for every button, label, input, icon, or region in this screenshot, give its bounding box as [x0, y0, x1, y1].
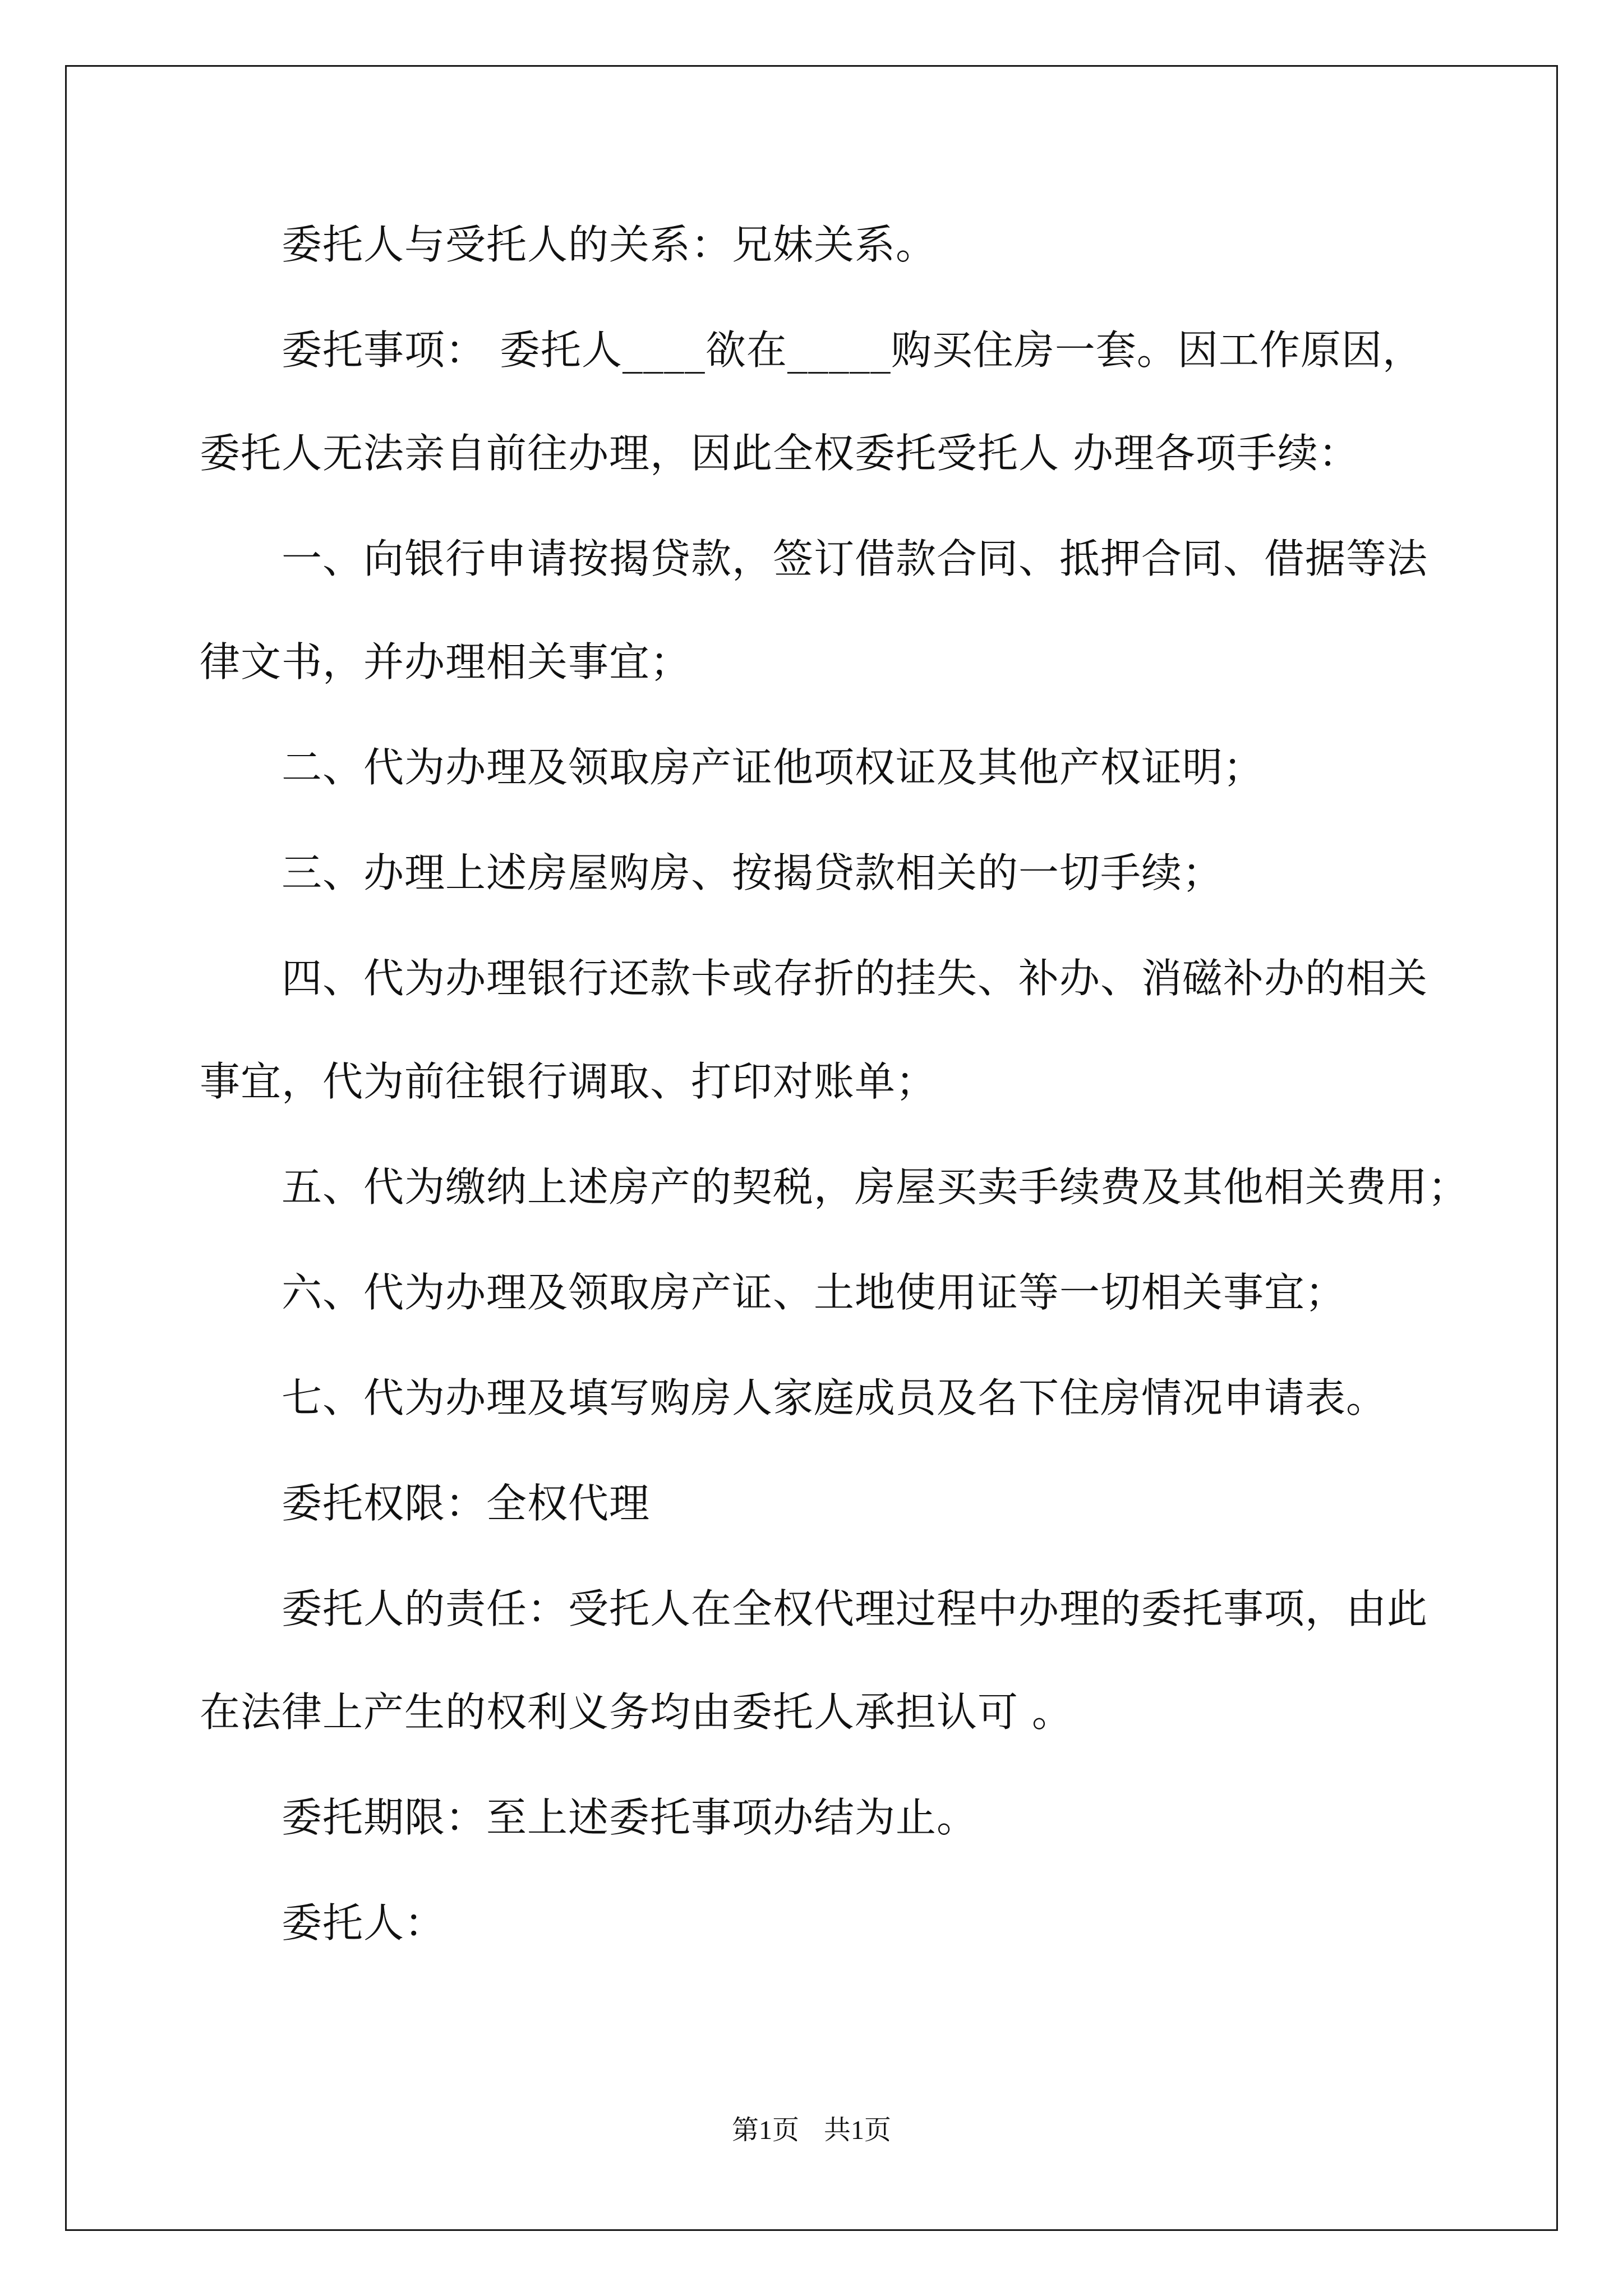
- paragraph-term: 委托期限：至上述委托事项办结为止。: [282, 1794, 978, 1841]
- item-two: 二、代为办理及领取房产证他项权证及其他产权证明；: [282, 744, 1265, 791]
- item-six: 六、代为办理及领取房产证、土地使用证等一切相关事宜；: [282, 1269, 1347, 1316]
- item-three: 三、办理上述房屋购房、按揭贷款相关的一切手续；: [282, 849, 1224, 896]
- paragraph-responsibility-cont: 在法律上产生的权利义务均由委托人承担认可 。: [200, 1688, 1073, 1736]
- item-one: 一、向银行申请按揭贷款，签订借款合同、抵押合同、借据等法: [282, 535, 1428, 582]
- paragraph-responsibility: 委托人的责任：受托人在全权代理过程中办理的委托事项，由此: [282, 1585, 1428, 1632]
- paragraph-authority: 委托权限：全权代理: [282, 1480, 651, 1527]
- paragraph-entrusted-matters: 委托事项： 委托人____欲在_____购买住房一套。因工作原因，: [282, 326, 1423, 374]
- item-one-cont: 律文书，并办理相关事宜；: [200, 638, 691, 685]
- document-body: [200, 219, 1490, 2003]
- paragraph-entrusted-matters-cont: 委托人无法亲自前往办理，因此全权委托受托人 办理各项手续：: [200, 430, 1359, 477]
- page-footer: [0, 2114, 1623, 2147]
- item-five: 五、代为缴纳上述房产的契税，房屋买卖手续费及其他相关费用；: [282, 1163, 1469, 1211]
- signature-principal: 委托人：: [282, 1899, 446, 1947]
- item-seven: 七、代为办理及填写购房人家庭成员及名下住房情况申请表。: [282, 1374, 1387, 1421]
- item-four: 四、代为办理银行还款卡或存折的挂失、补办、消磁补办的相关: [282, 955, 1428, 1002]
- page-number-current: 第1页: [731, 2115, 799, 2145]
- page-number-total: 共1页: [824, 2115, 892, 2145]
- item-four-cont: 事宜，代为前往银行调取、打印对账单；: [200, 1058, 937, 1105]
- paragraph-relationship: 委托人与受托人的关系：兄妹关系。: [282, 221, 937, 268]
